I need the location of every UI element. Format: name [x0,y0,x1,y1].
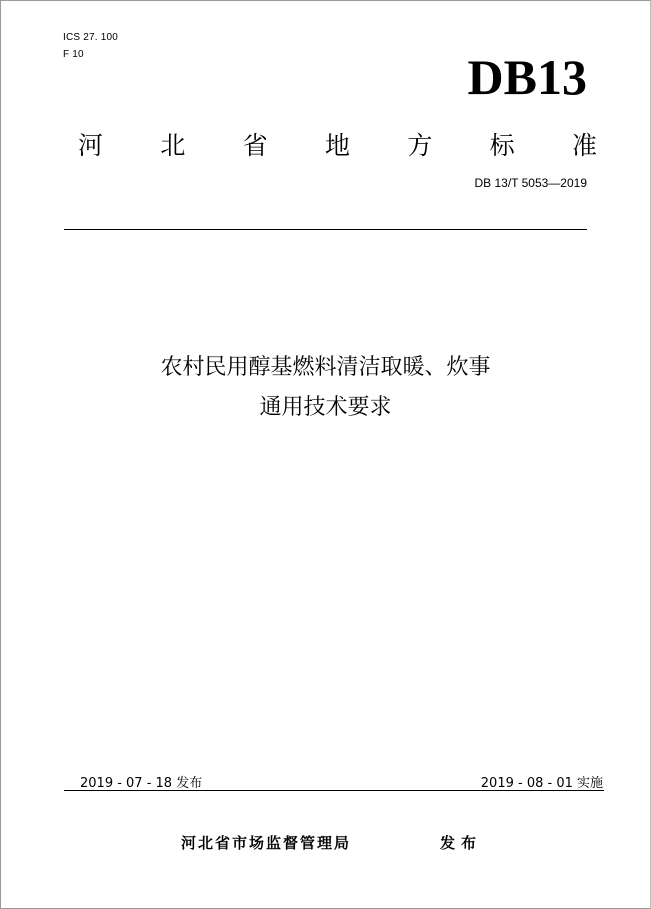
standard-type-heading [78,126,597,162]
document-title-line-1: 农村民用醇基燃料清洁取暖、炊事 [160,355,491,380]
implementation-date: 2019 - 08 - 01 实施 [480,776,603,791]
standard-type-char: 河 [78,131,104,160]
ccs-code: F 10 [63,49,84,60]
standard-type-char: 方 [407,131,433,160]
issuing-authority: 河北省市场监督管理局 [181,834,352,852]
standard-number: DB 13/T 5053—2019 [474,176,587,190]
standard-type-char: 省 [242,131,268,160]
standard-type-char: 标 [489,131,515,160]
issue-date: 2019 - 07 - 18 发布 [80,776,203,791]
header-divider [64,229,587,230]
document-title-line-2: 通用技术要求 [259,395,392,420]
ics-code: ICS 27. 100 [63,32,119,43]
footer-divider [64,790,604,791]
issue-action: 发布 [440,834,483,852]
standard-type-char: 北 [160,131,186,160]
standard-type-char: 准 [571,131,597,160]
db-code: DB13 [467,49,587,105]
standard-type-char: 地 [324,131,350,160]
